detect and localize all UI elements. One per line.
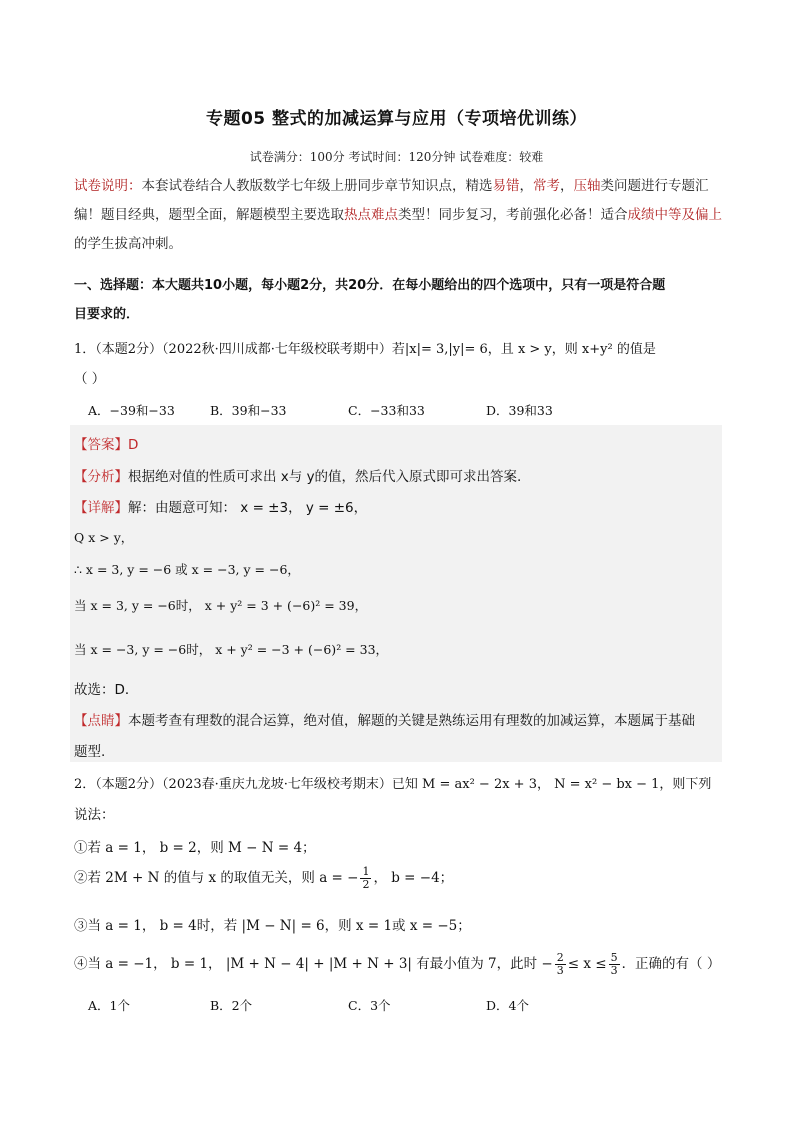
q2-statement-2-text: ②若 2M + N 的值与 x 的取值无关，则 a = − bbox=[74, 870, 359, 886]
q1-option-b: B．39和−33 bbox=[210, 403, 287, 418]
q2-statement-4-tail: ．正确的有（ ） bbox=[621, 956, 721, 972]
intro-highlight-2: 常考 bbox=[533, 178, 560, 194]
q2-stem-line-1: 2．（本题2分）（2023春·重庆九龙坡·七年级校考期末）已知 M = ax² − 2x + 3， N = x² − bx − 1，则下列 bbox=[74, 777, 712, 792]
q1-detail bbox=[74, 496, 367, 516]
exam-intro bbox=[74, 172, 724, 259]
intro-label: 试卷说明： bbox=[74, 178, 142, 194]
q1-step-3: 当 x = 3, y = −6时， x + y² = 3 + (−6)² = 39， bbox=[74, 598, 368, 613]
q2-option-b: B．2个 bbox=[210, 998, 253, 1013]
q1-option-a: A．−39和−33 bbox=[88, 403, 175, 418]
q2-statement-2-tail: ， b = −4； bbox=[373, 870, 454, 886]
q1-answer bbox=[74, 433, 138, 453]
q2-fraction-lower-den: 3 bbox=[556, 964, 564, 977]
intro-highlight-4: 热点难点 bbox=[344, 207, 398, 223]
q1-choose: 故选：D． bbox=[74, 682, 139, 698]
q1-step-1: Q x > y， bbox=[74, 530, 134, 545]
q2-fraction-upper-den: 3 bbox=[610, 964, 618, 977]
q2-statement-2 bbox=[74, 866, 453, 891]
q1-point-line-2: 题型. bbox=[74, 744, 106, 760]
q1-point bbox=[74, 709, 695, 729]
intro-sep-1: ， bbox=[519, 178, 533, 194]
q1-option-d: D．39和33 bbox=[486, 403, 553, 418]
section-heading-line-2: 目要求的． bbox=[74, 307, 140, 322]
q2-fraction-upper-num: 5 bbox=[610, 951, 618, 964]
q1-step-2: ∴ x = 3, y = −6 或 x = −3, y = −6， bbox=[74, 562, 300, 577]
q2-fraction-upper bbox=[609, 952, 620, 977]
q2-statement-4-text: ④当 a = −1， b = 1， |M + N − 4| + |M + N + 3| 有最小值为 7，此时 − bbox=[74, 956, 553, 972]
q1-step-4: 当 x = −3, y = −6时， x + y² = −3 + (−6)² = 33， bbox=[74, 642, 389, 657]
intro-highlight-1: 易错 bbox=[492, 178, 520, 194]
q2-option-a: A．1个 bbox=[88, 998, 130, 1013]
q2-fraction-half-num: 1 bbox=[362, 865, 370, 878]
q2-option-c: C．3个 bbox=[348, 998, 391, 1013]
q1-option-c: C．−33和33 bbox=[348, 403, 425, 418]
q2-statement-3: ③当 a = 1， b = 4时，若 |M − N| = 6，则 x = 1或 x = −5； bbox=[74, 918, 471, 934]
q2-fraction-lower bbox=[555, 952, 566, 977]
q2-fraction-lower-num: 2 bbox=[556, 951, 564, 964]
intro-text-2: 类问题进行专题汇编！题目经典，题型全面，解题模型主要选取 bbox=[74, 178, 709, 223]
q1-detail-tag: 【详解】 bbox=[74, 500, 128, 516]
intro-text-1: 本套试卷结合人教版数学七年级上册同步章节知识点，精选 bbox=[141, 178, 493, 194]
q1-point-text: 本题考查有理数的混合运算，绝对值，解题的关键是熟练运用有理数的加减运算，本题属于基础 bbox=[128, 713, 695, 729]
q1-analysis-text: 根据绝对值的性质可求出 x与 y的值，然后代入原式即可求出答案. bbox=[128, 469, 522, 485]
intro-highlight-3: 压轴 bbox=[573, 178, 601, 194]
intro-highlight-5: 成绩中等及偏上 bbox=[627, 207, 722, 223]
q2-stem-line-2: 说法： bbox=[74, 807, 115, 823]
page-title: 专题05 整式的加减运算与应用（专项培优训练） bbox=[205, 109, 588, 129]
q1-stem-line-1: 1．（本题2分）（2022秋·四川成都·七年级校联考期中）若|x|= 3,|y|= 6，且 x > y，则 x+y² 的值是 bbox=[74, 342, 656, 357]
intro-sep-2: ， bbox=[560, 178, 574, 194]
q1-point-tag: 【点睛】 bbox=[74, 713, 128, 729]
q1-stem-line-2: （ ） bbox=[74, 371, 106, 387]
section-heading-line-1: 一、选择题：本大题共10小题，每小题2分，共20分．在每小题给出的四个选项中，只有一项是符合题 bbox=[74, 278, 666, 293]
q2-fraction-half-den: 2 bbox=[362, 878, 370, 891]
exam-meta: 试卷满分：100分 考试时间：120分钟 试卷难度：较难 bbox=[249, 150, 544, 164]
q1-analysis-tag: 【分析】 bbox=[74, 469, 128, 485]
q2-statement-4 bbox=[74, 952, 720, 977]
q2-fraction-half bbox=[360, 866, 371, 891]
q2-option-d: D．4个 bbox=[486, 998, 529, 1013]
q1-detail-text: 解：由题意可知： x = ±3， y = ±6， bbox=[128, 500, 368, 516]
q1-analysis bbox=[74, 465, 521, 485]
q2-statement-1: ①若 a = 1， b = 2，则 M − N = 4； bbox=[74, 840, 316, 856]
q2-statement-4-mid: ≤ x ≤ bbox=[567, 956, 607, 972]
q1-answer-text: 【答案】D bbox=[74, 437, 139, 453]
intro-text-4: 的学生拔高冲刺。 bbox=[74, 236, 182, 252]
intro-text-3: 类型！同步复习，考前强化必备！适合 bbox=[398, 207, 628, 223]
